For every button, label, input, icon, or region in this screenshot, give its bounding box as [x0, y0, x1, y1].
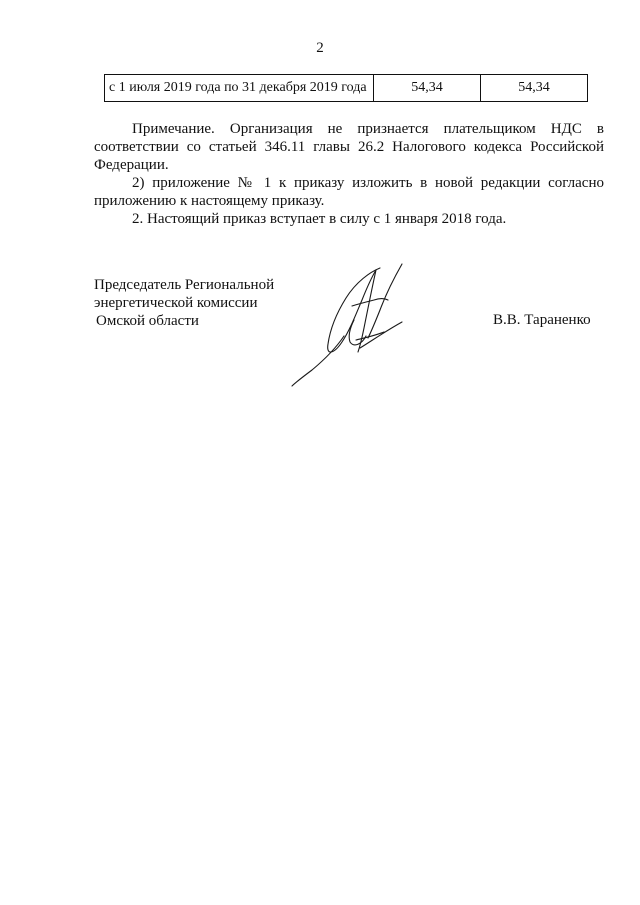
handwritten-signature — [284, 258, 414, 392]
item-2-paragraph: 2) приложение № 1 к приказу изложить в новой редакции согласно приложению к настоящему приказу. — [94, 175, 604, 209]
note-paragraph: Примечание. Организация не признается плательщиком НДС в соответствии со статьей 346.11 главы 26.2 Налогового кодекса Российской Федерации. — [94, 121, 604, 173]
document-body — [94, 120, 604, 228]
signatory-line-3: Омской области — [96, 313, 199, 329]
tariff-table — [104, 74, 588, 102]
period-cell: с 1 июля 2019 года по 31 декабря 2019 года — [105, 75, 374, 102]
signatory-line-1: Председатель Региональной — [94, 277, 275, 293]
page-number: 2 — [316, 40, 324, 56]
tariff-value-cell-2: 54,34 — [481, 75, 588, 102]
item-3-paragraph: 2. Настоящий приказ вступает в силу с 1 января 2018 года. — [132, 211, 507, 227]
table-row — [105, 75, 588, 102]
signer-name: В.В. Тараненко — [493, 312, 591, 328]
tariff-value-cell-1: 54,34 — [374, 75, 481, 102]
signatory-title — [94, 276, 274, 330]
signatory-line-2: энергетической комиссии — [94, 295, 258, 311]
